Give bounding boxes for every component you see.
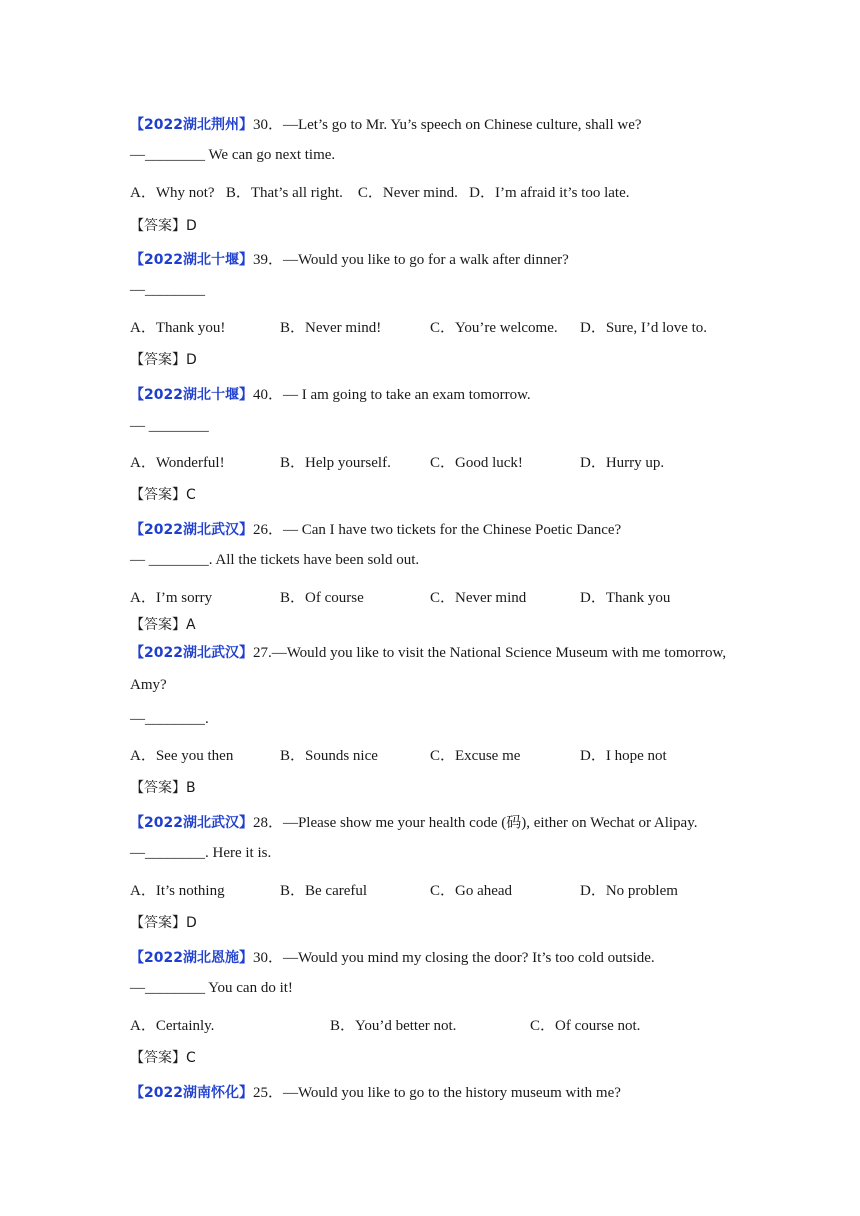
option-c: C．Never mind [430, 590, 527, 606]
question-response: —________ [130, 282, 205, 298]
question-stem [130, 946, 655, 967]
option-c: C．Go ahead [430, 883, 513, 899]
answer: 【答案】A [130, 617, 196, 633]
option-d: D．I hope not [580, 748, 667, 764]
question-response: —________. Here it is. [130, 845, 272, 861]
question-source: 【2022湖北恩施】 [130, 950, 253, 966]
question-source: 【2022湖北荆州】 [130, 117, 253, 133]
question-source: 【2022湖北武汉】 [130, 645, 253, 661]
question-source: 【2022湖北武汉】 [130, 815, 253, 831]
answer: 【答案】D [130, 352, 197, 368]
question-stem [130, 642, 726, 662]
question-text: 28．—Please show me your health code (码), either on Wechat or Alipay. [252, 815, 698, 831]
question-response: — ________ [130, 418, 209, 434]
option-a: A．Wonderful! [130, 455, 225, 471]
question-text: 39．—Would you like to go for a walk after dinner? [252, 252, 569, 268]
option-b: B．Help yourself. [280, 455, 391, 471]
answer: 【答案】D [130, 915, 197, 931]
option-a: A．See you then [130, 748, 234, 764]
option-b: B．Sounds nice [280, 748, 378, 764]
option-b: B．Be careful [280, 883, 368, 899]
question-source: 【2022湖南怀化】 [130, 1085, 253, 1101]
option-a: A．It’s nothing [130, 883, 225, 899]
option-d: D．Sure, I’d love to. [580, 320, 708, 336]
option-a: A．Certainly. [130, 1018, 215, 1034]
question-text: 25．—Would you like to go to the history museum with me? [252, 1085, 621, 1101]
question-stem [130, 1081, 621, 1102]
question-stem [130, 811, 697, 832]
option-d: D．Thank you [580, 590, 671, 606]
question-response: —________. [130, 711, 209, 727]
question-stem [130, 383, 531, 404]
question-source: 【2022湖北武汉】 [130, 522, 253, 538]
question-text: 30．—Would you mind my closing the door? It’s too cold outside. [252, 950, 655, 966]
option-b: B．Of course [280, 590, 364, 606]
option-d: D．Hurry up. [580, 455, 665, 471]
option-c: C．You’re welcome. [430, 320, 558, 336]
option-c: C．Of course not. [530, 1018, 641, 1034]
question-source: 【2022湖北十堰】 [130, 252, 253, 268]
option-b: B．Never mind! [280, 320, 382, 336]
question-options: A．Why not? B．That’s all right. C．Never mind. D．I’m afraid it’s too late. [130, 185, 630, 201]
question-stem-continued: Amy? [130, 677, 167, 693]
answer: 【答案】B [130, 780, 196, 796]
question-stem [130, 113, 642, 134]
answer: 【答案】D [130, 218, 197, 234]
answer: 【答案】C [130, 1050, 196, 1066]
option-a: A．I’m sorry [130, 590, 213, 606]
option-b: B．You’d better not. [330, 1018, 457, 1034]
option-c: C．Good luck! [430, 455, 523, 471]
question-text: 27.—Would you like to visit the National Science Museum with me tomorrow, [252, 645, 727, 661]
question-stem [130, 518, 621, 539]
option-d: D．No problem [580, 883, 678, 899]
question-text: 40．— I am going to take an exam tomorrow. [252, 387, 531, 403]
question-text: 30．—Let’s go to Mr. Yu’s speech on Chinese culture, shall we? [252, 117, 642, 133]
option-c: C．Excuse me [430, 748, 521, 764]
answer: 【答案】C [130, 487, 196, 503]
question-source: 【2022湖北十堰】 [130, 387, 253, 403]
question-response: —________ You can do it! [130, 980, 293, 996]
option-a: A．Thank you! [130, 320, 226, 336]
question-stem [130, 248, 569, 269]
question-response: — ________. All the tickets have been sold out. [130, 552, 420, 568]
question-text: 26．— Can I have two tickets for the Chinese Poetic Dance? [252, 522, 622, 538]
question-response: —________ We can go next time. [130, 147, 336, 163]
